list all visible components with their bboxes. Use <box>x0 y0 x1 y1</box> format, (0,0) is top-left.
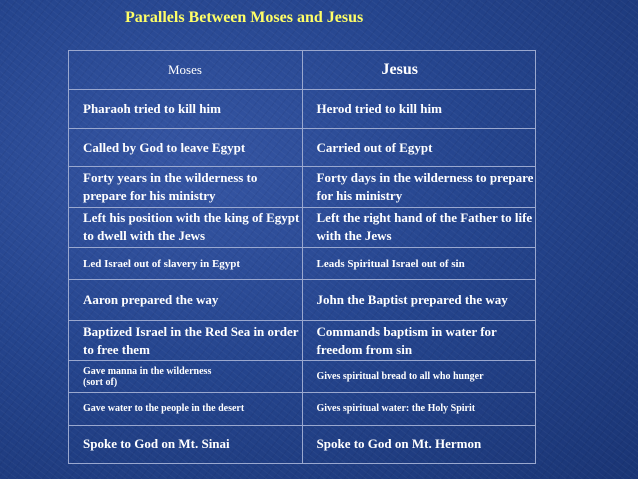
moses-cell: Called by God to leave Egypt <box>69 128 303 166</box>
moses-cell: Gave water to the people in the desert <box>69 393 303 425</box>
jesus-cell: Forty days in the wilderness to prepare for his ministry <box>302 167 536 207</box>
table-row <box>69 90 536 128</box>
moses-cell: Pharaoh tried to kill him <box>69 90 303 128</box>
jesus-cell: John the Baptist prepared the way <box>302 280 536 320</box>
table-header-row <box>69 51 536 90</box>
jesus-cell: Herod tried to kill him <box>302 90 536 128</box>
table-row <box>69 361 536 393</box>
table-row <box>69 128 536 166</box>
moses-cell: Aaron prepared the way <box>69 280 303 320</box>
jesus-cell: Carried out of Egypt <box>302 128 536 166</box>
slide-title: Parallels Between Moses and Jesus <box>125 9 364 26</box>
jesus-column-header: Jesus <box>302 51 536 90</box>
moses-cell: Forty years in the wilderness to prepare for his ministry <box>69 167 303 207</box>
jesus-cell: Gives spiritual bread to all who hunger <box>302 361 536 393</box>
moses-cell-text: Gave manna in the wilderness <box>83 365 212 377</box>
moses-cell: Led Israel out of slavery in Egypt <box>69 248 303 280</box>
jesus-cell: Spoke to God on Mt. Hermon <box>302 425 536 463</box>
moses-cell: Spoke to God on Mt. Sinai <box>69 425 303 463</box>
jesus-cell: Commands baptism in water for freedom from sin <box>302 320 536 360</box>
moses-cell <box>69 361 303 393</box>
table-row <box>69 393 536 425</box>
moses-column-header: Moses <box>69 51 303 90</box>
table-row <box>69 320 536 360</box>
moses-cell: Baptized Israel in the Red Sea in order to free them <box>69 320 303 360</box>
jesus-cell: Gives spiritual water: the Holy Spirit <box>302 393 536 425</box>
table-row <box>69 207 536 247</box>
jesus-cell: Left the right hand of the Father to life with the Jews <box>302 207 536 247</box>
table-row <box>69 167 536 207</box>
moses-cell: Left his position with the king of Egypt to dwell with the Jews <box>69 207 303 247</box>
table-row <box>69 425 536 463</box>
jesus-cell: Leads Spiritual Israel out of sin <box>302 248 536 280</box>
parallels-table <box>68 50 536 464</box>
moses-cell-note: (sort of) <box>83 376 118 388</box>
table-row <box>69 248 536 280</box>
table-row <box>69 280 536 320</box>
